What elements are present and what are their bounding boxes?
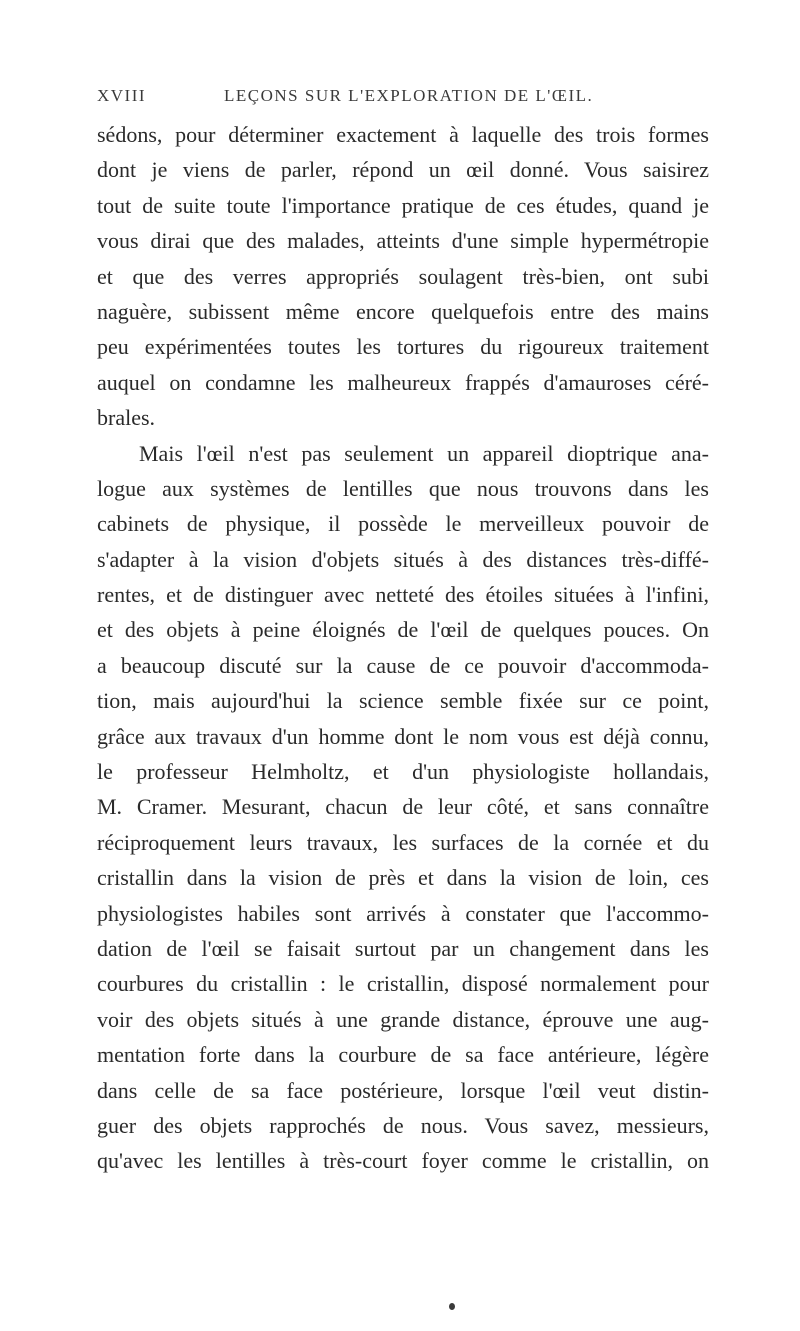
text-line: s'adapter à la vision d'objets situés à des distances très-diffé-: [97, 546, 709, 572]
page-folio: XVIII: [97, 86, 147, 105]
text-line: cristallin dans la vision de près et dans la vision de loin, ces: [97, 865, 709, 891]
paragraph: [97, 117, 709, 436]
body-text: [97, 117, 709, 1179]
text-line: vous dirai que des malades, atteints d'une simple hypermétropie: [97, 228, 709, 254]
text-line: grâce aux travaux d'un homme dont le nom vous est déjà connu,: [97, 723, 709, 749]
text-line: dont je viens de parler, répond un œil donné. Vous saisirez: [97, 157, 709, 183]
text-line: auquel on condamne les malheureux frappés d'amauroses céré-: [97, 369, 709, 395]
text-line: a beaucoup discuté sur la cause de ce pouvoir d'accommoda-: [97, 652, 709, 678]
text-line: mentation forte dans la courbure de sa face antérieure, légère: [97, 1042, 709, 1068]
text-line: M. Cramer. Mesurant, chacun de leur côté, et sans connaître: [97, 794, 709, 820]
text-line: réciproquement leurs travaux, les surfaces de la cornée et du: [97, 829, 709, 855]
text-line: dans celle de sa face postérieure, lorsque l'œil veut distin-: [97, 1077, 709, 1103]
printer-mark: [449, 1303, 455, 1310]
text-line: logue aux systèmes de lentilles que nous trouvons dans les: [97, 475, 709, 501]
text-line: dation de l'œil se faisait surtout par un changement dans les: [97, 935, 709, 961]
text-line: tout de suite toute l'importance pratique de ces études, quand je: [97, 192, 709, 218]
text-line: tion, mais aujourd'hui la science semble fixée sur ce point,: [97, 688, 709, 714]
text-line: et que des verres appropriés soulagent très-bien, ont subi: [97, 263, 709, 289]
paragraph: [97, 436, 709, 1179]
text-line: et des objets à peine éloignés de l'œil de quelques pouces. On: [97, 617, 709, 643]
text-line: peu expérimentées toutes les tortures du rigoureux traitement: [97, 334, 709, 360]
text-line: le professeur Helmholtz, et d'un physiologiste hollandais,: [97, 759, 709, 785]
text-line: naguère, subissent même encore quelquefois entre des mains: [97, 298, 709, 324]
text-line: sédons, pour déterminer exactement à laquelle des trois formes: [97, 122, 709, 147]
text-line: physiologistes habiles sont arrivés à constater que l'accommo-: [97, 900, 709, 926]
running-title: LEÇONS SUR L'EXPLORATION DE L'ŒIL.: [224, 86, 594, 105]
text-line: brales.: [97, 405, 156, 431]
text-line: voir des objets situés à une grande distance, éprouve une aug-: [97, 1006, 709, 1032]
text-line: guer des objets rapprochés de nous. Vous savez, messieurs,: [97, 1112, 709, 1138]
text-line: courbures du cristallin : le cristallin, disposé normalement pour: [97, 971, 709, 997]
text-line: Mais l'œil n'est pas seulement un appareil dioptrique ana-: [139, 440, 709, 466]
text-line: cabinets de physique, il possède le merveilleux pouvoir de: [97, 511, 709, 537]
text-line: qu'avec les lentilles à très-court foyer comme le cristallin, on: [97, 1148, 709, 1174]
running-head: [97, 86, 717, 110]
text-line: rentes, et de distinguer avec netteté des étoiles situées à l'infini,: [97, 582, 709, 608]
